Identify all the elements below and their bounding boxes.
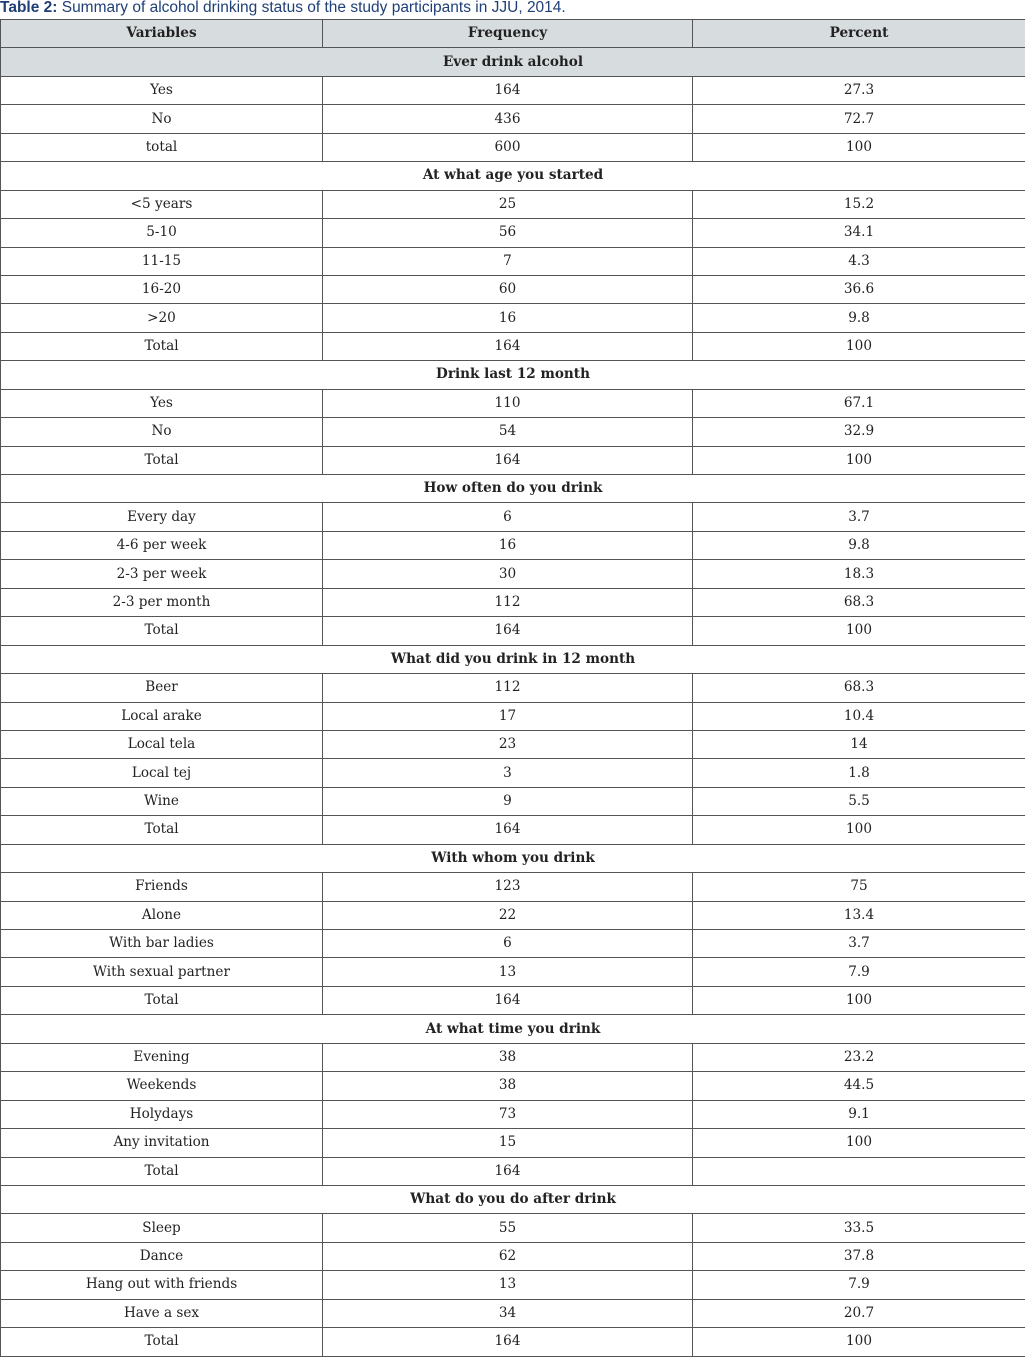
section-header-row [1,48,1025,76]
table-row [1,1157,1025,1185]
table-row [1,446,1025,474]
table-row [1,190,1025,218]
section-header-row [1,361,1025,389]
table-caption-text: Summary of alcohol drinking status of the study participants in JJU, 2014. [57,0,566,16]
percent-cell: 100 [693,816,1025,844]
frequency-cell: 55 [323,1214,693,1242]
percent-cell: 5.5 [693,787,1025,815]
variable-cell: Every day [1,503,323,531]
table-row [1,674,1025,702]
frequency-cell: 164 [323,1157,693,1185]
frequency-cell: 6 [323,503,693,531]
section-header-row [1,162,1025,190]
frequency-cell: 30 [323,560,693,588]
percent-cell: 14 [693,730,1025,758]
table-row [1,702,1025,730]
section-header-row [1,475,1025,503]
percent-cell: 68.3 [693,588,1025,616]
percent-cell: 100 [693,1328,1025,1356]
section-title: With whom you drink [1,844,1025,872]
table-row [1,1328,1025,1356]
table-row [1,560,1025,588]
frequency-cell: 62 [323,1242,693,1270]
header-row [1,20,1025,48]
section-title: What do you do after drink [1,1185,1025,1213]
section-title: Drink last 12 month [1,361,1025,389]
section-title: How often do you drink [1,475,1025,503]
variable-cell: Local tej [1,759,323,787]
frequency-cell: 3 [323,759,693,787]
section-header-row [1,1015,1025,1043]
percent-cell: 34.1 [693,219,1025,247]
frequency-cell: 60 [323,275,693,303]
frequency-cell: 22 [323,901,693,929]
table-row [1,1072,1025,1100]
frequency-cell: 6 [323,930,693,958]
percent-cell: 100 [693,1129,1025,1157]
variable-cell: Any invitation [1,1129,323,1157]
frequency-cell: 164 [323,332,693,360]
percent-cell: 7.9 [693,1271,1025,1299]
variable-cell: Yes [1,389,323,417]
percent-cell: 75 [693,873,1025,901]
frequency-cell: 112 [323,588,693,616]
percent-cell: 72.7 [693,105,1025,133]
percent-cell: 3.7 [693,503,1025,531]
variable-cell: No [1,105,323,133]
variable-cell: Hang out with friends [1,1271,323,1299]
variable-cell: 2-3 per week [1,560,323,588]
variable-cell: With sexual partner [1,958,323,986]
percent-cell: 18.3 [693,560,1025,588]
column-header-variables: Variables [1,20,323,48]
variable-cell: Beer [1,674,323,702]
frequency-cell: 9 [323,787,693,815]
table-row [1,1043,1025,1071]
table-row [1,531,1025,559]
frequency-cell: 17 [323,702,693,730]
section-title: Ever drink alcohol [1,48,1025,76]
table-row [1,247,1025,275]
table-row [1,901,1025,929]
frequency-cell: 164 [323,986,693,1014]
table-row [1,1100,1025,1128]
variable-cell: Evening [1,1043,323,1071]
frequency-cell: 164 [323,76,693,104]
section-title: What did you drink in 12 month [1,645,1025,673]
section-header-row [1,645,1025,673]
variable-cell: Friends [1,873,323,901]
variable-cell: 5-10 [1,219,323,247]
variable-cell: <5 years [1,190,323,218]
percent-cell: 44.5 [693,1072,1025,1100]
percent-cell: 100 [693,446,1025,474]
table-row [1,133,1025,161]
percent-cell: 13.4 [693,901,1025,929]
variable-cell: Weekends [1,1072,323,1100]
table-row [1,332,1025,360]
frequency-cell: 600 [323,133,693,161]
section-title: At what time you drink [1,1015,1025,1043]
table-row [1,1214,1025,1242]
table-row [1,730,1025,758]
table-row [1,816,1025,844]
table-row [1,1299,1025,1327]
variable-cell: Alone [1,901,323,929]
percent-cell: 100 [693,617,1025,645]
percent-cell [693,1157,1025,1185]
percent-cell: 32.9 [693,418,1025,446]
table-row [1,958,1025,986]
table-row [1,275,1025,303]
frequency-cell: 436 [323,105,693,133]
variable-cell: Local arake [1,702,323,730]
table-row [1,503,1025,531]
percent-cell: 4.3 [693,247,1025,275]
table-row [1,389,1025,417]
variable-cell: Total [1,1328,323,1356]
percent-cell: 1.8 [693,759,1025,787]
table-row [1,986,1025,1014]
percent-cell: 10.4 [693,702,1025,730]
variable-cell: 2-3 per month [1,588,323,616]
variable-cell: Total [1,816,323,844]
frequency-cell: 13 [323,1271,693,1299]
variable-cell: Total [1,332,323,360]
variable-cell: total [1,133,323,161]
percent-cell: 68.3 [693,674,1025,702]
table-row [1,219,1025,247]
variable-cell: Wine [1,787,323,815]
frequency-cell: 54 [323,418,693,446]
table-caption-label: Table 2: [0,0,58,16]
section-header-row [1,1185,1025,1213]
percent-cell: 33.5 [693,1214,1025,1242]
variable-cell: >20 [1,304,323,332]
variable-cell: No [1,418,323,446]
variable-cell: 11-15 [1,247,323,275]
table-row [1,617,1025,645]
percent-cell: 67.1 [693,389,1025,417]
variable-cell: Total [1,446,323,474]
percent-cell: 15.2 [693,190,1025,218]
table-row [1,930,1025,958]
percent-cell: 3.7 [693,930,1025,958]
frequency-cell: 164 [323,816,693,844]
table-caption [0,0,566,19]
percent-cell: 20.7 [693,1299,1025,1327]
percent-cell: 23.2 [693,1043,1025,1071]
percent-cell: 36.6 [693,275,1025,303]
frequency-cell: 164 [323,446,693,474]
variable-cell: Local tela [1,730,323,758]
table-row [1,76,1025,104]
frequency-cell: 110 [323,389,693,417]
table-body [1,48,1025,1356]
table-row [1,105,1025,133]
table-row [1,873,1025,901]
frequency-cell: 38 [323,1043,693,1071]
frequency-cell: 38 [323,1072,693,1100]
percent-cell: 37.8 [693,1242,1025,1270]
table-row [1,1129,1025,1157]
percent-cell: 9.8 [693,531,1025,559]
percent-cell: 100 [693,133,1025,161]
variable-cell: Total [1,1157,323,1185]
frequency-cell: 23 [323,730,693,758]
table-row [1,588,1025,616]
table-row [1,1271,1025,1299]
frequency-cell: 112 [323,674,693,702]
variable-cell: Total [1,617,323,645]
frequency-cell: 25 [323,190,693,218]
variable-cell: With bar ladies [1,930,323,958]
frequency-cell: 123 [323,873,693,901]
variable-cell: Yes [1,76,323,104]
table-row [1,304,1025,332]
variable-cell: Holydays [1,1100,323,1128]
percent-cell: 9.1 [693,1100,1025,1128]
column-header-frequency: Frequency [323,20,693,48]
frequency-cell: 16 [323,304,693,332]
frequency-cell: 7 [323,247,693,275]
variable-cell: Sleep [1,1214,323,1242]
frequency-cell: 164 [323,617,693,645]
frequency-cell: 13 [323,958,693,986]
variable-cell: Total [1,986,323,1014]
frequency-cell: 34 [323,1299,693,1327]
section-title: At what age you started [1,162,1025,190]
variable-cell: 4-6 per week [1,531,323,559]
frequency-cell: 56 [323,219,693,247]
frequency-cell: 15 [323,1129,693,1157]
column-header-percent: Percent [693,20,1025,48]
table-row [1,418,1025,446]
alcohol-summary-table [0,19,1025,1357]
frequency-cell: 16 [323,531,693,559]
percent-cell: 7.9 [693,958,1025,986]
section-header-row [1,844,1025,872]
table-row [1,1242,1025,1270]
percent-cell: 100 [693,332,1025,360]
variable-cell: 16-20 [1,275,323,303]
percent-cell: 27.3 [693,76,1025,104]
frequency-cell: 73 [323,1100,693,1128]
variable-cell: Have a sex [1,1299,323,1327]
percent-cell: 9.8 [693,304,1025,332]
table-row [1,787,1025,815]
percent-cell: 100 [693,986,1025,1014]
table-row [1,759,1025,787]
frequency-cell: 164 [323,1328,693,1356]
variable-cell: Dance [1,1242,323,1270]
